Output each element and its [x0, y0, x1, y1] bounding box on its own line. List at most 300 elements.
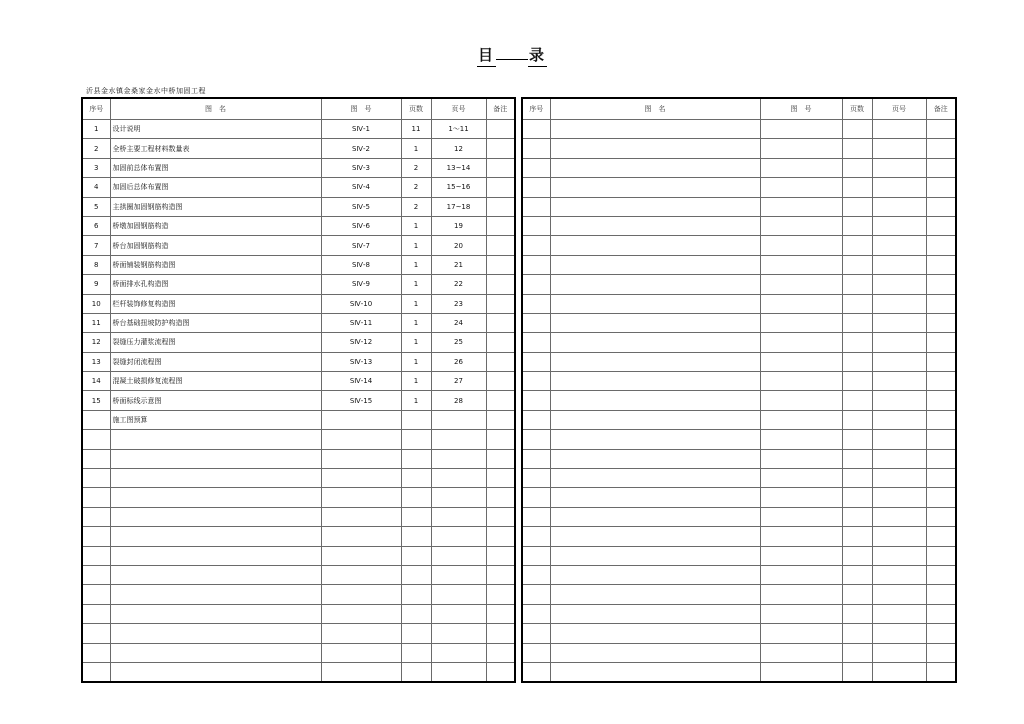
row-code	[760, 410, 842, 429]
row-pageno	[431, 643, 486, 662]
table-header-row	[522, 98, 956, 120]
row-seq	[522, 488, 550, 507]
row-seq	[82, 585, 110, 604]
row-name: 桥面标线示意图	[110, 391, 321, 410]
row-pages: 1	[401, 275, 431, 294]
row-note	[486, 294, 515, 313]
project-name: 沂县金水镇金桑家金水中桥加固工程	[86, 87, 206, 95]
table-row	[82, 449, 515, 468]
row-note	[926, 216, 956, 235]
row-seq	[522, 449, 550, 468]
row-name	[550, 662, 760, 682]
table-row	[522, 604, 956, 623]
row-note	[486, 333, 515, 352]
row-seq	[522, 197, 550, 216]
row-seq	[82, 604, 110, 623]
row-pages: 2	[401, 178, 431, 197]
row-pages	[842, 585, 872, 604]
row-pages	[842, 410, 872, 429]
table-row	[82, 333, 515, 352]
row-note	[926, 585, 956, 604]
table-row	[82, 352, 515, 371]
row-pageno	[872, 275, 926, 294]
row-pages	[842, 604, 872, 623]
row-note	[926, 643, 956, 662]
row-pageno: 15~16	[431, 178, 486, 197]
row-pages	[401, 546, 431, 565]
row-note	[486, 527, 515, 546]
table-row	[522, 352, 956, 371]
row-note	[926, 120, 956, 139]
table-row	[522, 410, 956, 429]
row-seq: 10	[82, 294, 110, 313]
row-note	[926, 139, 956, 158]
table-row	[82, 391, 515, 410]
row-note	[486, 469, 515, 488]
table-row	[522, 585, 956, 604]
row-note	[486, 507, 515, 526]
table-row	[522, 139, 956, 158]
row-seq	[522, 662, 550, 682]
row-seq	[522, 430, 550, 449]
row-name	[550, 158, 760, 177]
row-pageno	[431, 430, 486, 449]
row-pageno	[431, 527, 486, 546]
row-note	[486, 178, 515, 197]
row-code	[321, 488, 401, 507]
row-name: 裂缝压力灌浆流程图	[110, 333, 321, 352]
row-code	[321, 449, 401, 468]
row-pageno	[872, 372, 926, 391]
table-row	[522, 236, 956, 255]
row-pages	[842, 294, 872, 313]
table-row	[522, 507, 956, 526]
header-name: 图 名	[110, 98, 321, 120]
row-note	[926, 430, 956, 449]
table-row	[82, 120, 515, 139]
row-seq	[82, 662, 110, 682]
row-code	[321, 643, 401, 662]
row-note	[926, 410, 956, 429]
row-pages: 11	[401, 120, 431, 139]
row-pages	[842, 255, 872, 274]
header-pageno: 页号	[872, 98, 926, 120]
row-pages: 1	[401, 139, 431, 158]
row-pages	[401, 469, 431, 488]
row-name: 栏杆装饰修复构造图	[110, 294, 321, 313]
row-pageno	[872, 139, 926, 158]
row-code	[760, 255, 842, 274]
row-name	[550, 410, 760, 429]
row-pages	[842, 449, 872, 468]
table-row	[522, 178, 956, 197]
row-seq	[82, 565, 110, 584]
row-pageno	[431, 488, 486, 507]
table-row	[82, 585, 515, 604]
row-note	[486, 255, 515, 274]
row-pageno	[431, 565, 486, 584]
row-pageno: 22	[431, 275, 486, 294]
table-row	[82, 604, 515, 623]
row-pageno	[872, 178, 926, 197]
row-note	[486, 313, 515, 332]
row-name: 全桥主要工程材料数量表	[110, 139, 321, 158]
row-code	[760, 352, 842, 371]
row-note	[926, 275, 956, 294]
row-pageno	[431, 410, 486, 429]
row-pageno	[431, 546, 486, 565]
row-pages	[842, 430, 872, 449]
row-name	[110, 488, 321, 507]
row-code	[760, 662, 842, 682]
row-note	[486, 275, 515, 294]
row-seq	[522, 158, 550, 177]
row-note	[486, 197, 515, 216]
row-seq	[522, 255, 550, 274]
row-seq	[82, 488, 110, 507]
row-pages	[842, 139, 872, 158]
row-pageno	[872, 352, 926, 371]
row-code: SⅣ-7	[321, 236, 401, 255]
row-note	[486, 410, 515, 429]
row-code: SⅣ-14	[321, 372, 401, 391]
row-note	[926, 333, 956, 352]
row-name	[550, 178, 760, 197]
row-note	[486, 488, 515, 507]
row-pages: 1	[401, 236, 431, 255]
row-seq	[522, 333, 550, 352]
row-seq	[522, 372, 550, 391]
row-code	[760, 120, 842, 139]
row-note	[926, 313, 956, 332]
row-note	[926, 624, 956, 643]
row-pageno	[431, 469, 486, 488]
table-row	[82, 294, 515, 313]
header-pages: 页数	[842, 98, 872, 120]
table-row	[82, 527, 515, 546]
row-pageno	[872, 255, 926, 274]
row-pageno	[872, 430, 926, 449]
row-pages: 1	[401, 294, 431, 313]
row-pages	[842, 333, 872, 352]
table-row	[522, 565, 956, 584]
row-name: 设计说明	[110, 120, 321, 139]
row-code	[760, 585, 842, 604]
table-row	[82, 216, 515, 235]
row-name: 施工图预算	[110, 410, 321, 429]
row-code	[321, 624, 401, 643]
row-pageno	[872, 662, 926, 682]
title-char-2: 录	[528, 44, 547, 67]
row-pages	[401, 565, 431, 584]
row-note	[486, 662, 515, 682]
row-pageno: 21	[431, 255, 486, 274]
row-pages: 1	[401, 313, 431, 332]
table-row	[522, 120, 956, 139]
row-note	[926, 604, 956, 623]
row-name	[110, 624, 321, 643]
row-pageno	[872, 120, 926, 139]
table-row	[522, 391, 956, 410]
row-pageno	[431, 507, 486, 526]
row-pages: 2	[401, 197, 431, 216]
row-code	[760, 507, 842, 526]
row-code: SⅣ-1	[321, 120, 401, 139]
row-pages	[842, 178, 872, 197]
table-row	[522, 313, 956, 332]
row-note	[486, 565, 515, 584]
table-row	[522, 527, 956, 546]
row-code	[760, 333, 842, 352]
table-row	[522, 372, 956, 391]
row-note	[486, 430, 515, 449]
table-row	[522, 430, 956, 449]
row-pageno	[872, 410, 926, 429]
row-note	[926, 352, 956, 371]
row-pages	[842, 372, 872, 391]
row-note	[926, 197, 956, 216]
row-pages: 1	[401, 391, 431, 410]
table-row	[522, 488, 956, 507]
row-seq: 14	[82, 372, 110, 391]
row-seq	[82, 469, 110, 488]
row-seq	[522, 624, 550, 643]
row-name	[110, 643, 321, 662]
row-name	[550, 275, 760, 294]
row-name: 桥墩加固钢筋构造	[110, 216, 321, 235]
row-pages	[842, 391, 872, 410]
row-pageno	[872, 527, 926, 546]
row-pages	[842, 488, 872, 507]
row-pages: 1	[401, 255, 431, 274]
row-code	[321, 585, 401, 604]
row-pages	[842, 120, 872, 139]
page-title	[0, 44, 1024, 67]
row-code	[760, 178, 842, 197]
row-pages	[401, 430, 431, 449]
table-row	[522, 294, 956, 313]
row-name	[550, 333, 760, 352]
row-seq: 1	[82, 120, 110, 139]
row-name	[110, 585, 321, 604]
row-code: SⅣ-8	[321, 255, 401, 274]
row-seq	[522, 139, 550, 158]
table-row	[522, 546, 956, 565]
row-code	[760, 430, 842, 449]
row-pages	[842, 158, 872, 177]
row-pages: 2	[401, 158, 431, 177]
row-note	[926, 469, 956, 488]
row-name: 加固后总体布置图	[110, 178, 321, 197]
row-name	[110, 430, 321, 449]
row-name	[550, 488, 760, 507]
row-pages	[401, 624, 431, 643]
row-code	[321, 527, 401, 546]
row-pageno	[431, 604, 486, 623]
index-table-left-body	[82, 98, 515, 682]
row-name	[550, 352, 760, 371]
row-pages: 1	[401, 352, 431, 371]
row-code: SⅣ-10	[321, 294, 401, 313]
row-pageno: 13~14	[431, 158, 486, 177]
row-code	[760, 546, 842, 565]
row-pageno	[872, 236, 926, 255]
row-seq	[522, 294, 550, 313]
row-seq	[522, 469, 550, 488]
table-row	[522, 255, 956, 274]
row-name	[550, 546, 760, 565]
row-code: SⅣ-3	[321, 158, 401, 177]
row-code	[760, 488, 842, 507]
row-seq	[522, 507, 550, 526]
row-name	[550, 313, 760, 332]
row-name	[550, 236, 760, 255]
row-name: 主拱圈加固钢筋构造图	[110, 197, 321, 216]
row-name	[110, 565, 321, 584]
row-name: 桥面铺装钢筋构造图	[110, 255, 321, 274]
row-code	[760, 527, 842, 546]
row-note	[486, 604, 515, 623]
row-pageno	[872, 216, 926, 235]
row-note	[486, 372, 515, 391]
index-table-right	[521, 97, 957, 683]
row-code	[760, 604, 842, 623]
row-seq	[82, 527, 110, 546]
row-seq: 13	[82, 352, 110, 371]
row-seq	[522, 275, 550, 294]
table-row	[522, 158, 956, 177]
row-seq	[82, 546, 110, 565]
row-pageno	[431, 585, 486, 604]
table-row	[82, 507, 515, 526]
table-row	[522, 197, 956, 216]
row-pages	[401, 449, 431, 468]
row-seq	[82, 507, 110, 526]
row-pageno	[431, 449, 486, 468]
row-pageno	[872, 158, 926, 177]
header-code: 图 号	[321, 98, 401, 120]
row-code	[321, 430, 401, 449]
row-note	[486, 120, 515, 139]
row-note	[926, 546, 956, 565]
row-note	[926, 488, 956, 507]
row-seq	[82, 449, 110, 468]
row-name	[110, 662, 321, 682]
row-note	[486, 643, 515, 662]
row-seq: 4	[82, 178, 110, 197]
row-pages	[401, 643, 431, 662]
row-pageno	[872, 585, 926, 604]
row-pages	[401, 527, 431, 546]
table-row	[82, 197, 515, 216]
row-seq	[522, 585, 550, 604]
index-table-right-body	[522, 98, 956, 682]
row-note	[486, 585, 515, 604]
row-name	[110, 546, 321, 565]
row-code	[760, 391, 842, 410]
row-name	[550, 372, 760, 391]
row-pages	[842, 469, 872, 488]
row-code	[321, 469, 401, 488]
row-note	[486, 449, 515, 468]
row-seq	[82, 410, 110, 429]
row-seq	[522, 643, 550, 662]
row-seq	[522, 120, 550, 139]
table-row	[522, 643, 956, 662]
row-seq	[522, 391, 550, 410]
row-code	[760, 624, 842, 643]
row-pageno	[872, 565, 926, 584]
row-note	[486, 624, 515, 643]
row-pageno	[872, 313, 926, 332]
row-name	[550, 604, 760, 623]
row-pages	[842, 352, 872, 371]
row-pages	[842, 507, 872, 526]
row-pages: 1	[401, 216, 431, 235]
row-pages: 1	[401, 333, 431, 352]
table-row	[82, 275, 515, 294]
row-pageno: 28	[431, 391, 486, 410]
header-pages: 页数	[401, 98, 431, 120]
row-pageno	[872, 546, 926, 565]
row-note	[926, 372, 956, 391]
row-pageno	[872, 507, 926, 526]
table-row	[82, 372, 515, 391]
row-name	[550, 643, 760, 662]
table-row	[82, 139, 515, 158]
row-note	[486, 139, 515, 158]
row-name: 混凝土破损修复流程图	[110, 372, 321, 391]
row-pages	[401, 410, 431, 429]
row-seq	[522, 216, 550, 235]
row-code	[760, 294, 842, 313]
row-pageno	[872, 643, 926, 662]
row-pages	[401, 662, 431, 682]
row-pageno	[872, 469, 926, 488]
index-table-left	[81, 97, 516, 683]
row-note	[926, 565, 956, 584]
row-name	[550, 294, 760, 313]
row-code	[760, 236, 842, 255]
row-pages	[842, 624, 872, 643]
row-code: SⅣ-5	[321, 197, 401, 216]
table-row	[82, 178, 515, 197]
row-name	[110, 527, 321, 546]
table-row	[82, 662, 515, 682]
row-pages	[401, 585, 431, 604]
row-name	[110, 507, 321, 526]
row-code	[321, 546, 401, 565]
row-pageno: 1～11	[431, 120, 486, 139]
row-code	[760, 139, 842, 158]
row-name	[550, 139, 760, 158]
row-note	[926, 158, 956, 177]
row-pageno: 12	[431, 139, 486, 158]
row-note	[926, 255, 956, 274]
header-seq: 序号	[82, 98, 110, 120]
table-row	[522, 662, 956, 682]
row-name	[110, 604, 321, 623]
row-name	[550, 430, 760, 449]
table-row	[82, 546, 515, 565]
row-note	[486, 352, 515, 371]
table-row	[82, 313, 515, 332]
row-pageno: 25	[431, 333, 486, 352]
header-note: 备注	[926, 98, 956, 120]
row-code	[760, 197, 842, 216]
row-code	[760, 313, 842, 332]
table-row	[82, 643, 515, 662]
